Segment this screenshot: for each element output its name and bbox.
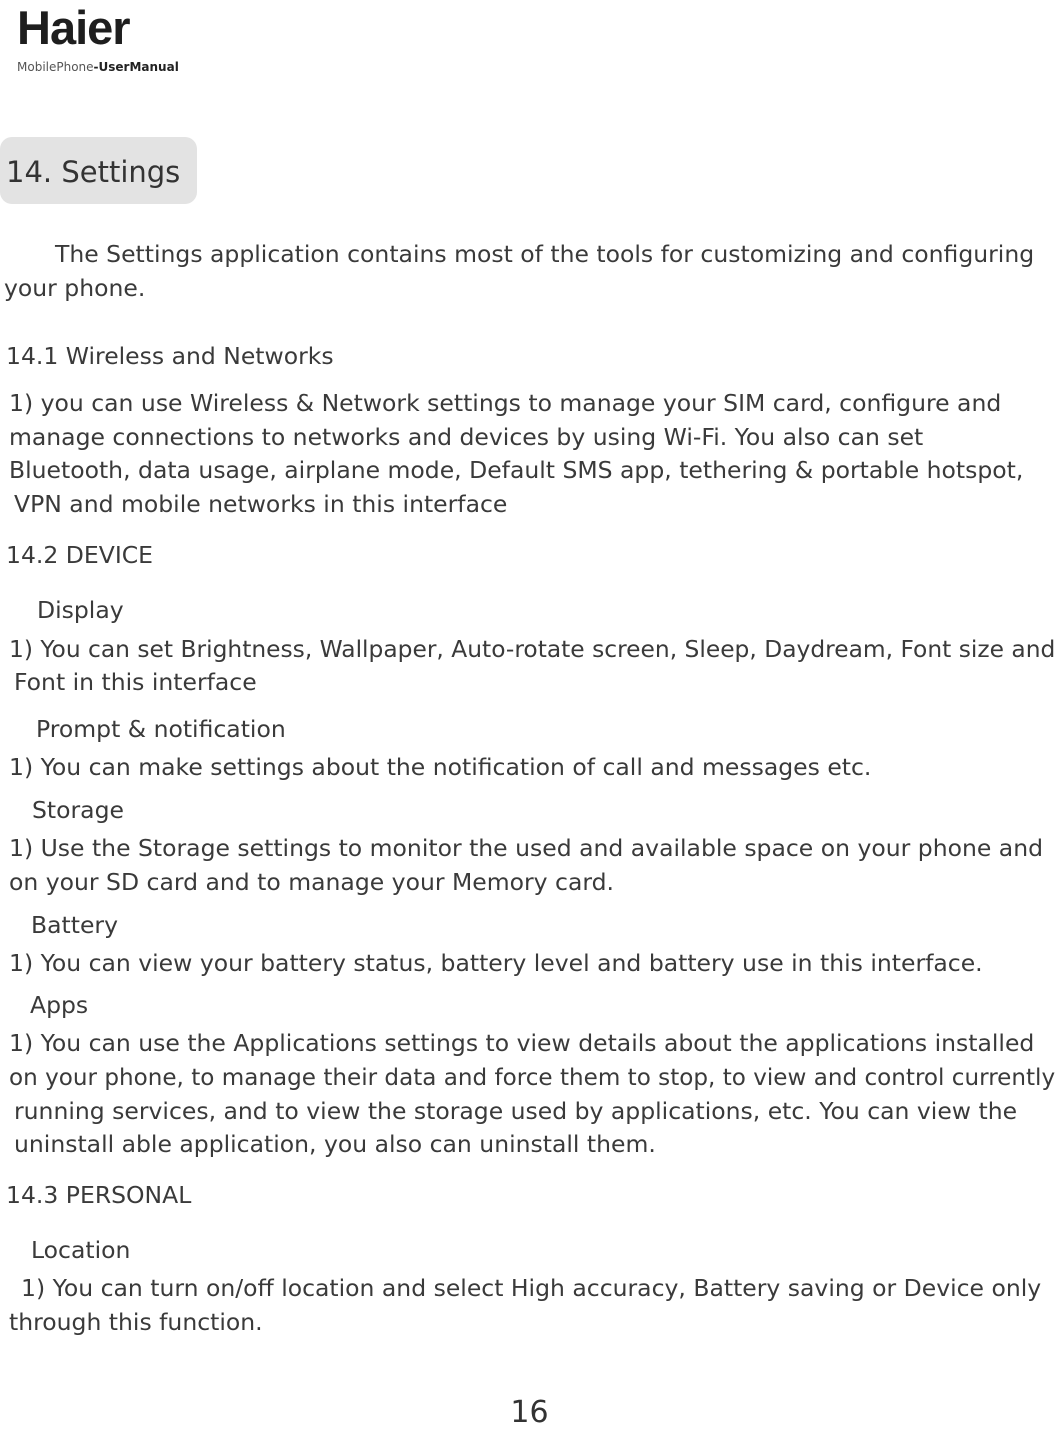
paragraph-line: 1) You can turn on/off location and select High accuracy, Battery saving or Device only: [21, 1274, 1042, 1302]
paragraph-line: VPN and mobile networks in this interface: [14, 490, 508, 518]
paragraph-line: 1) You can use the Applications settings to view details about the applications installed: [9, 1029, 1035, 1057]
paragraph-line: on your SD card and to manage your Memory card.: [9, 868, 614, 896]
item-title-display: Display: [37, 596, 124, 624]
page-number: 16: [510, 1395, 549, 1430]
paragraph-line: running services, and to view the storage used by applications, etc. You can view the: [14, 1097, 1018, 1125]
subsection-heading-personal: 14.3 PERSONAL: [6, 1181, 192, 1209]
paragraph-line: Font in this interface: [14, 668, 257, 696]
intro-line: The Settings application contains most of the tools for customizing and configuring: [55, 240, 1035, 268]
subtitle-prefix: MobilePhone: [17, 60, 94, 74]
subtitle-suffix: -UserManual: [93, 60, 179, 74]
manual-subtitle: [17, 60, 179, 74]
paragraph-line: 1) You can make settings about the notification of call and messages etc.: [9, 753, 872, 781]
paragraph-line: 1) You can view your battery status, battery level and battery use in this interface.: [9, 949, 983, 977]
paragraph-line: uninstall able application, you also can uninstall them.: [14, 1130, 656, 1158]
brand-logo: Haier: [17, 1, 130, 54]
item-title-battery: Battery: [31, 911, 118, 939]
intro-line: your phone.: [4, 274, 146, 302]
paragraph-line: 1) You can set Brightness, Wallpaper, Auto-rotate screen, Sleep, Daydream, Font size and: [9, 635, 1056, 663]
paragraph-line: through this function.: [9, 1308, 263, 1336]
item-title-location: Location: [31, 1236, 131, 1264]
item-title-apps: Apps: [30, 991, 89, 1019]
paragraph-line: manage connections to networks and devices by using Wi-Fi. You also can set: [9, 423, 924, 451]
item-title-storage: Storage: [32, 796, 124, 824]
subsection-heading-wireless: 14.1 Wireless and Networks: [6, 342, 334, 370]
paragraph-line: 1) Use the Storage settings to monitor the used and available space on your phone and: [9, 834, 1043, 862]
subsection-heading-device: 14.2 DEVICE: [6, 541, 154, 569]
paragraph-line: Bluetooth, data usage, airplane mode, Default SMS app, tethering & portable hotspot,: [9, 456, 1024, 484]
item-title-prompt: Prompt & notification: [36, 715, 286, 743]
section-title: 14. Settings: [6, 155, 181, 189]
paragraph-line: on your phone, to manage their data and force them to stop, to view and control currently: [9, 1063, 1056, 1091]
paragraph-line: 1) you can use Wireless & Network settings to manage your SIM card, configure and: [9, 389, 1002, 417]
